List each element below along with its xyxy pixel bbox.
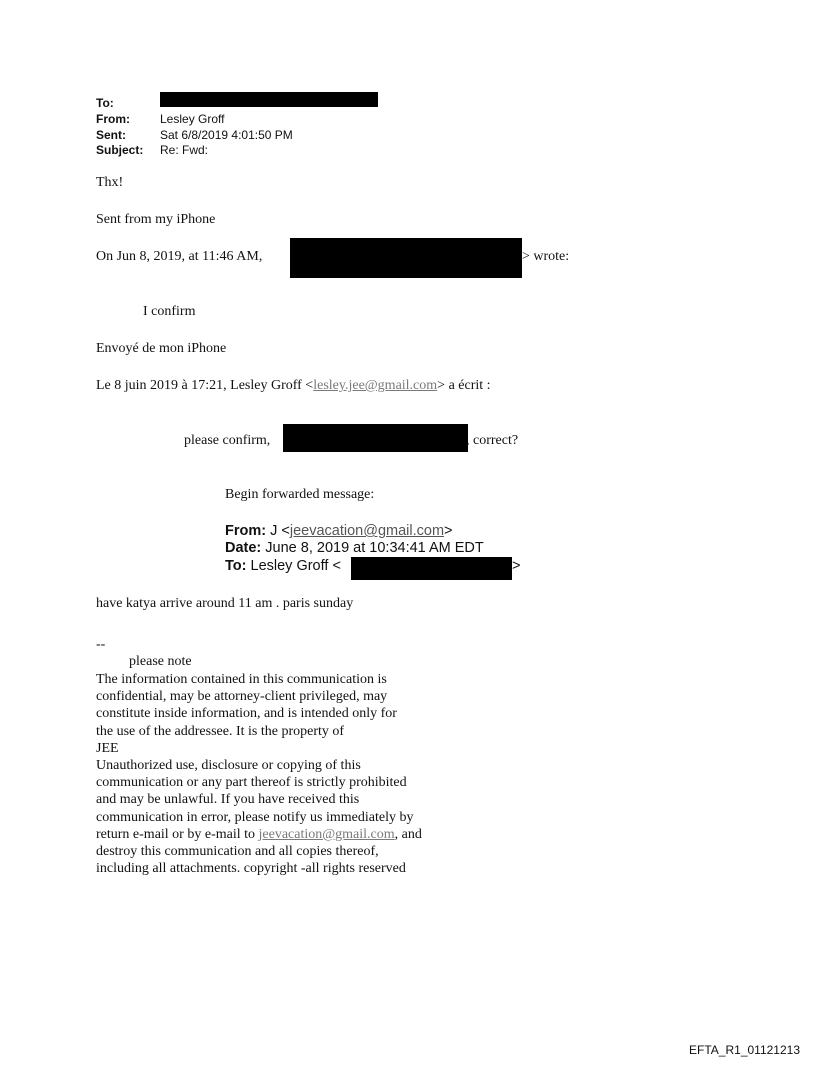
quote2-intro xyxy=(96,378,491,394)
forwarded-from-close: > xyxy=(444,523,453,539)
disclaimer-line: Unauthorized use, disclosure or copying of this xyxy=(96,758,361,774)
disclaimer xyxy=(96,671,422,877)
sent-value: Sat 6/8/2019 4:01:50 PM xyxy=(160,128,293,142)
disclaimer-line: and may be unlawful. If you have received this xyxy=(96,792,360,808)
forwarded-date-value: June 8, 2019 at 10:34:41 AM EDT xyxy=(265,540,484,556)
forwarded-from xyxy=(225,523,453,539)
disclaimer-email-suffix: , and xyxy=(394,826,422,842)
to-redaction xyxy=(160,92,378,107)
quote2-text-suffix: , correct? xyxy=(466,433,519,448)
quote2-intro-prefix: Le 8 juin 2019 à 17:21, Lesley Groff < xyxy=(96,378,314,393)
quote2-intro-suffix: > a écrit : xyxy=(437,378,491,393)
disclaimer-line: JEE xyxy=(96,740,119,756)
quote2-text-prefix: please confirm, xyxy=(184,433,271,448)
from-label: From: xyxy=(96,112,130,126)
disclaimer-line: confidential, may be attorney-client privileged, may xyxy=(96,689,388,705)
reply-text: Thx! xyxy=(96,175,124,190)
reply-signature: Sent from my iPhone xyxy=(96,212,216,227)
forwarded-to-label: To: xyxy=(225,558,247,574)
quote2-redaction xyxy=(283,424,468,452)
from-value: Lesley Groff xyxy=(160,112,225,126)
subject-label: Subject: xyxy=(96,143,144,157)
quote1-sender-redaction xyxy=(290,238,522,278)
forwarded-from-label: From: xyxy=(225,523,267,539)
disclaimer-line: communication in error, please notify us immediately by xyxy=(96,809,414,825)
quote1-signature: Envoyé de mon iPhone xyxy=(96,341,227,356)
message-text: have katya arrive around 11 am . paris sunday xyxy=(96,596,354,611)
disclaimer-email-link[interactable]: jeevacation@gmail.com xyxy=(258,826,395,842)
disclaimer-email-prefix: return e-mail or by e-mail to xyxy=(96,826,259,842)
document-id: EFTA_R1_01121213 xyxy=(689,1043,800,1057)
forwarded-date xyxy=(225,540,484,556)
forwarded-to-redaction xyxy=(351,557,512,580)
forwarded-date-label: Date: xyxy=(225,540,262,556)
quote1-intro-suffix: > wrote: xyxy=(522,249,570,264)
disclaimer-line: constitute inside information, and is intended only for xyxy=(96,706,397,722)
disclaimer-line: communication or any part thereof is strictly prohibited xyxy=(96,775,407,791)
note-heading: please note xyxy=(129,654,192,669)
disclaimer-line: The information contained in this communication is xyxy=(96,672,387,687)
quote1-intro-prefix: On Jun 8, 2019, at 11:46 AM, xyxy=(96,249,263,264)
disclaimer-line: the use of the addressee. It is the property of xyxy=(96,723,345,739)
disclaimer-line: including all attachments. copyright -all rights reserved xyxy=(96,861,406,877)
to-label: To: xyxy=(96,96,114,110)
forwarded-to-value: Lesley Groff < xyxy=(250,558,341,574)
forwarded-from-email-link[interactable]: jeevacation@gmail.com xyxy=(289,523,445,539)
quote1-text: I confirm xyxy=(143,304,196,319)
disclaimer-email-line xyxy=(96,826,422,843)
forwarded-begin: Begin forwarded message: xyxy=(225,487,375,502)
disclaimer-line: destroy this communication and all copies thereof, xyxy=(96,844,379,860)
forwarded-to xyxy=(225,558,341,574)
forwarded-from-name: J < xyxy=(270,523,290,539)
sent-label: Sent: xyxy=(96,128,126,142)
message-separator: -- xyxy=(96,637,106,652)
subject-value: Re: Fwd: xyxy=(160,143,209,157)
quote2-email-link[interactable]: lesley.jee@gmail.com xyxy=(313,378,438,393)
forwarded-to-close: > xyxy=(512,558,521,574)
